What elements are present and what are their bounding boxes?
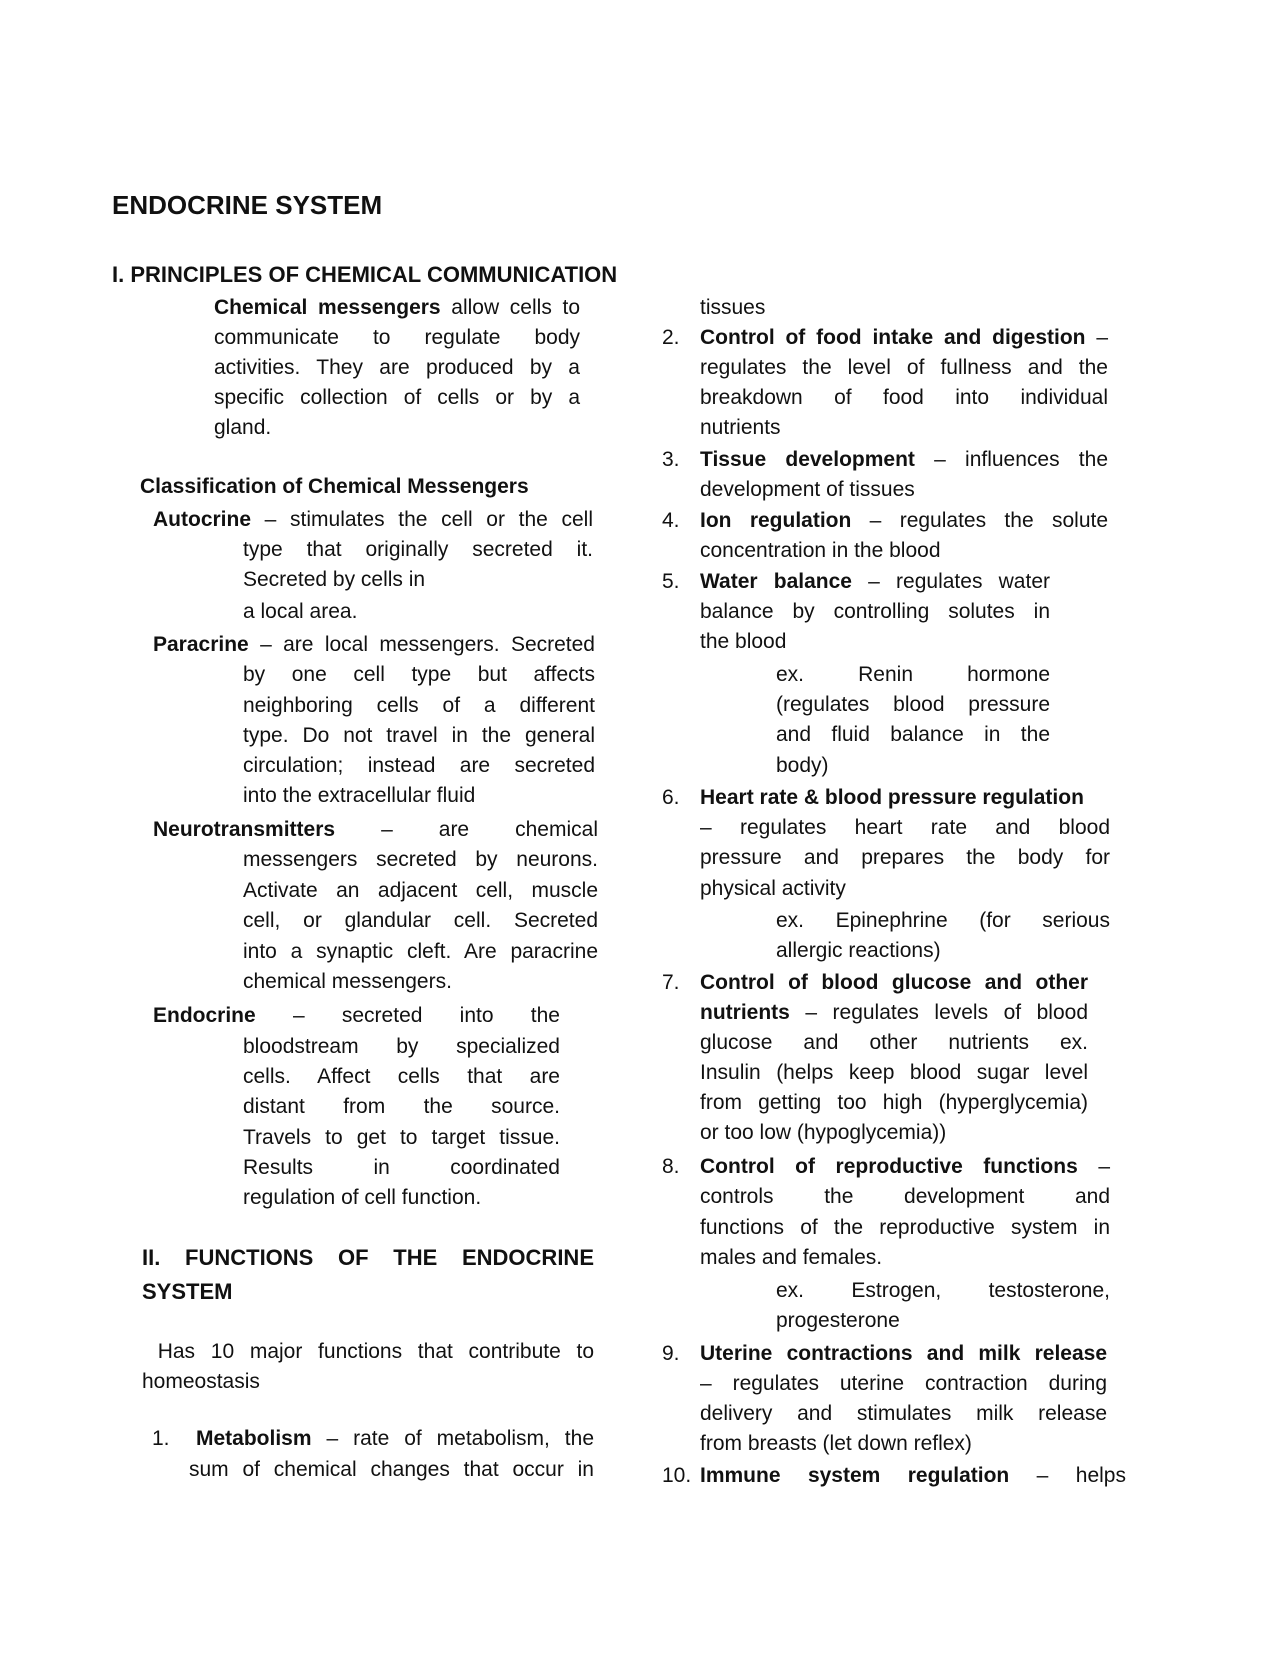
- function-line: regulates the level of fullness and the: [700, 356, 1108, 379]
- messenger-text: – stimulates the cell or the cell: [251, 508, 593, 531]
- function-text: – regulates the solute: [851, 509, 1109, 532]
- section-heading-functions-cont: SYSTEM: [142, 1279, 233, 1304]
- function-line: concentration in the blood: [700, 539, 941, 562]
- messenger-line: into the extracellular fluid: [243, 784, 476, 807]
- messenger-line: type. Do not travel in the general: [243, 724, 595, 747]
- function-line: – regulates heart rate and blood: [700, 816, 1110, 839]
- intro-term: Chemical messengers: [214, 296, 441, 319]
- messenger-line: a local area.: [243, 600, 358, 623]
- list-number: 1.: [152, 1427, 170, 1450]
- messenger-term: Endocrine: [153, 1004, 256, 1027]
- function-line: nutrients: [700, 416, 781, 439]
- function-line: pressure and prepares the body for: [700, 846, 1110, 869]
- messenger-line: by one cell type but affects: [243, 663, 595, 686]
- functions-intro: Has 10 major functions that contribute to: [142, 1340, 594, 1363]
- example-line: ex. Estrogen, testosterone,: [776, 1279, 1110, 1302]
- intro-line: communicate to regulate body: [214, 326, 580, 349]
- example-line: progesterone: [776, 1309, 900, 1332]
- example-line: and fluid balance in the: [776, 723, 1050, 746]
- messenger-line: type that originally secreted it.: [243, 538, 593, 561]
- messenger-line: messengers secreted by neurons.: [243, 848, 598, 871]
- messenger-term: Neurotransmitters: [153, 818, 336, 841]
- function-line: from breasts (let down reflex): [700, 1432, 972, 1455]
- messenger-text: – secreted into the: [255, 1004, 560, 1027]
- function-text: – influences the: [914, 448, 1109, 471]
- function-line: breakdown of food into individual: [700, 386, 1108, 409]
- intro-line: activities. They are produced by a: [214, 356, 580, 379]
- messenger-text: – are local messengers. Secreted: [248, 633, 595, 656]
- messenger-line: Results in coordinated: [243, 1156, 560, 1179]
- functions-intro-cont: homeostasis: [142, 1370, 260, 1393]
- function-line: – regulates uterine contraction during: [700, 1372, 1107, 1395]
- function-line: tissues: [700, 296, 766, 319]
- function-line: males and females.: [700, 1246, 883, 1269]
- example-line: ex. Epinephrine (for serious: [776, 909, 1110, 932]
- list-number: 8.: [662, 1155, 680, 1178]
- messenger-line: distant from the source.: [243, 1095, 560, 1118]
- function-line: development of tissues: [700, 478, 915, 501]
- function-title: Tissue development: [700, 448, 915, 471]
- function-title: Heart rate & blood pressure regulation: [700, 786, 1084, 809]
- function-line: glucose and other nutrients ex.: [700, 1031, 1088, 1054]
- function-line: or too low (hypoglycemia)): [700, 1121, 947, 1144]
- messenger-line: bloodstream by specialized: [243, 1035, 560, 1058]
- messenger-line: circulation; instead are secreted: [243, 754, 595, 777]
- function-text: – regulates levels of blood: [789, 1001, 1088, 1024]
- example-line: body): [776, 754, 829, 777]
- function-line: physical activity: [700, 877, 846, 900]
- function-title: Ion regulation: [700, 509, 852, 532]
- function-line: the blood: [700, 630, 787, 653]
- list-number: 4.: [662, 509, 680, 532]
- intro-text: allow cells to: [440, 296, 580, 319]
- messenger-line: regulation of cell function.: [243, 1186, 482, 1209]
- function-line: balance by controlling solutes in: [700, 600, 1050, 623]
- messenger-line: into a synaptic cleft. Are paracrine: [243, 940, 598, 963]
- function-text: – helps: [1009, 1464, 1126, 1487]
- function-title: Metabolism: [196, 1427, 312, 1450]
- function-line: controls the development and: [700, 1185, 1110, 1208]
- messenger-line: Secreted by cells in: [243, 568, 426, 591]
- function-title-cont: nutrients: [700, 1001, 790, 1024]
- messenger-line: cells. Affect cells that are: [243, 1065, 560, 1088]
- example-line: allergic reactions): [776, 939, 941, 962]
- function-text: –: [1077, 1155, 1110, 1178]
- messenger-line: Travels to get to target tissue.: [243, 1126, 560, 1149]
- function-text: – rate of metabolism, the: [311, 1427, 594, 1450]
- messenger-text: – are chemical: [335, 818, 598, 841]
- messenger-line: Activate an adjacent cell, muscle: [243, 879, 598, 902]
- list-number: 9.: [662, 1342, 680, 1365]
- list-number: 3.: [662, 448, 680, 471]
- function-title: Water balance: [700, 570, 852, 593]
- messenger-line: neighboring cells of a different: [243, 694, 595, 717]
- document-title: ENDOCRINE SYSTEM: [112, 190, 383, 220]
- list-number: 10.: [662, 1464, 692, 1487]
- list-number: 2.: [662, 326, 680, 349]
- function-title: Immune system regulation: [700, 1464, 1010, 1487]
- function-line: functions of the reproductive system in: [700, 1216, 1110, 1239]
- function-title: Control of blood glucose and other: [700, 971, 1088, 994]
- classification-heading: Classification of Chemical Messengers: [140, 475, 529, 498]
- messenger-line: chemical messengers.: [243, 970, 452, 993]
- function-line: delivery and stimulates milk release: [700, 1402, 1107, 1425]
- messenger-term: Autocrine: [153, 508, 252, 531]
- function-text: –: [1085, 326, 1108, 349]
- function-title: Control of food intake and digestion: [700, 326, 1086, 349]
- function-title: Control of reproductive functions: [700, 1155, 1078, 1178]
- example-line: (regulates blood pressure: [776, 693, 1050, 716]
- list-number: 6.: [662, 786, 680, 809]
- intro-line: gland.: [214, 416, 272, 439]
- messenger-term: Paracrine: [153, 633, 249, 656]
- function-title: Uterine contractions and milk release: [700, 1342, 1107, 1365]
- function-line: sum of chemical changes that occur in: [189, 1458, 594, 1481]
- example-line: ex. Renin hormone: [776, 663, 1050, 686]
- function-line: Insulin (helps keep blood sugar level: [700, 1061, 1088, 1084]
- section-heading-functions: II. FUNCTIONS OF THE ENDOCRINE: [142, 1245, 594, 1270]
- list-number: 7.: [662, 971, 680, 994]
- section-heading-principles: I. PRINCIPLES OF CHEMICAL COMMUNICATION: [112, 262, 618, 287]
- intro-line: specific collection of cells or by a: [214, 386, 580, 409]
- list-number: 5.: [662, 570, 680, 593]
- function-text: – regulates water: [851, 570, 1050, 593]
- function-line: from getting too high (hyperglycemia): [700, 1091, 1088, 1114]
- messenger-line: cell, or glandular cell. Secreted: [243, 909, 598, 932]
